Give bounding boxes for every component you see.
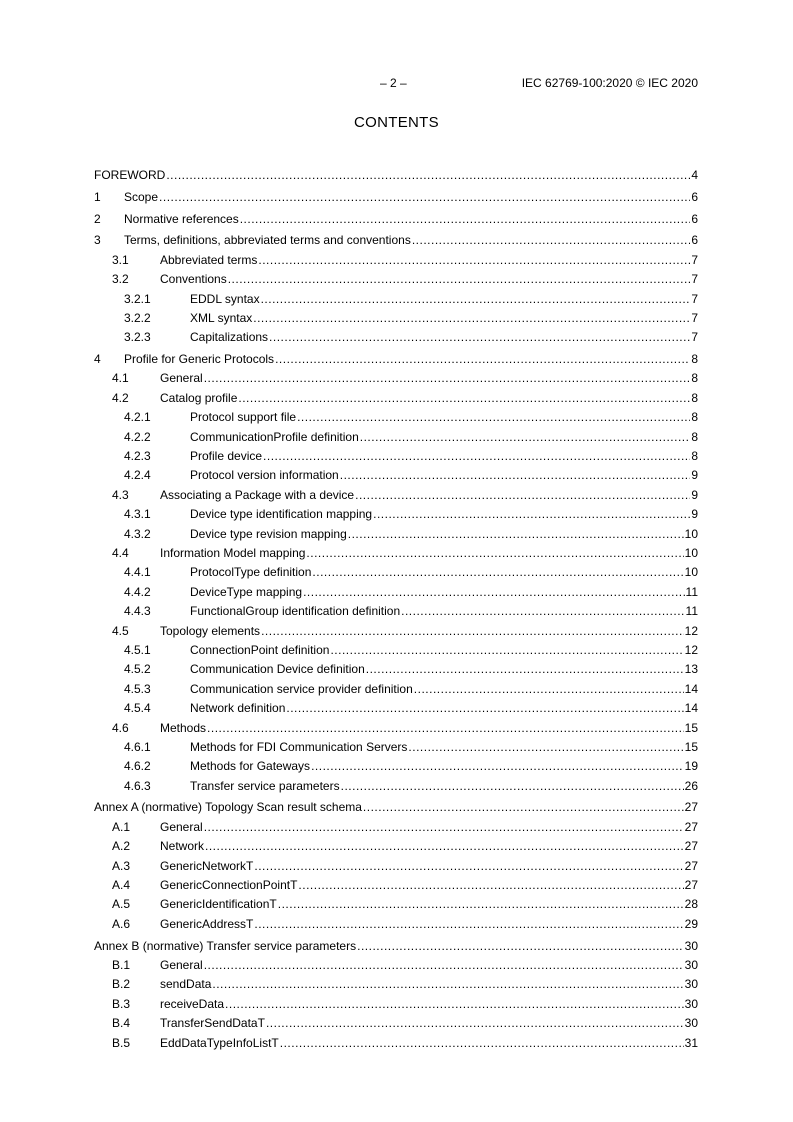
toc-entry[interactable]: [94, 447, 698, 466]
toc-entry-number: 4.5.2: [124, 662, 151, 677]
toc-leader-dots: [360, 428, 691, 447]
toc-entry[interactable]: [94, 798, 698, 817]
toc-entry[interactable]: [94, 350, 698, 369]
toc-entry-page: 10: [684, 545, 698, 560]
toc-entry-title: GenericNetworkT: [160, 857, 254, 876]
toc-entry[interactable]: [94, 777, 698, 796]
toc-leader-dots: [306, 544, 683, 563]
toc-entry[interactable]: [94, 408, 698, 427]
toc-entry-page: 8: [691, 449, 698, 464]
toc-entry[interactable]: [94, 602, 698, 621]
page-number: – 2 –: [380, 76, 407, 90]
toc-entry-title: FOREWORD: [94, 166, 166, 185]
toc-entry-number: B.5: [112, 1035, 131, 1050]
toc-entry[interactable]: [94, 166, 698, 185]
toc-entry[interactable]: [94, 757, 698, 776]
toc-entry[interactable]: [94, 680, 698, 699]
toc-entry-page: 11: [685, 584, 698, 599]
toc-entry-title: Profile device: [190, 447, 263, 466]
toc-entry[interactable]: [94, 738, 698, 757]
toc-entry-page: 7: [691, 291, 698, 306]
toc-entry-title: Communication Device definition: [190, 660, 366, 679]
toc-entry-page: 6: [691, 189, 698, 204]
document-id: IEC 62769-100:2020 © IEC 2020: [521, 76, 698, 90]
toc-entry[interactable]: [94, 309, 698, 328]
toc-entry-number: B.1: [112, 957, 131, 972]
toc-entry-page: 30: [684, 957, 698, 972]
toc-entry-number: 2: [94, 211, 101, 226]
table-of-contents: [94, 166, 698, 1053]
toc-leader-dots: [348, 525, 684, 544]
toc-entry-page: 30: [684, 996, 698, 1011]
toc-leader-dots: [275, 350, 690, 369]
toc-entry-page: 30: [684, 1016, 698, 1031]
toc-entry-page: 27: [684, 858, 698, 873]
toc-entry-number: A.4: [112, 878, 131, 893]
toc-entry-number: 4.4: [112, 545, 129, 560]
toc-entry-title: General: [160, 369, 204, 388]
toc-entry-number: A.2: [112, 839, 131, 854]
toc-entry[interactable]: [94, 210, 698, 229]
toc-entry[interactable]: [94, 544, 698, 563]
toc-leader-dots: [340, 466, 691, 485]
toc-entry-title: General: [160, 956, 204, 975]
toc-entry-page: 27: [684, 800, 698, 815]
toc-entry-title: General: [160, 818, 204, 837]
toc-entry-title: FunctionalGroup identification definition: [190, 602, 401, 621]
toc-entry-number: 4.4.3: [124, 604, 151, 619]
toc-entry-number: 4.2.2: [124, 429, 151, 444]
toc-entry[interactable]: [94, 583, 698, 602]
toc-entry-number: 4.5.1: [124, 642, 151, 657]
toc-entry-title: EDDL syntax: [190, 290, 261, 309]
toc-entry-title: Conventions: [160, 270, 228, 289]
toc-leader-dots: [280, 1034, 684, 1053]
toc-leader-dots: [269, 328, 690, 347]
toc-entry[interactable]: [94, 937, 698, 956]
toc-entry-number: B.3: [112, 996, 131, 1011]
toc-entry-page: 10: [684, 565, 698, 580]
toc-entry-number: 3.2.3: [124, 330, 151, 345]
toc-entry[interactable]: [94, 818, 698, 837]
toc-entry-page: 9: [691, 468, 698, 483]
toc-entry[interactable]: [94, 1034, 698, 1053]
toc-entry[interactable]: [94, 563, 698, 582]
toc-entry-title: Scope: [124, 188, 159, 207]
toc-entry-page: 28: [684, 897, 698, 912]
toc-entry-number: A.5: [112, 897, 131, 912]
toc-entry-page: 9: [691, 487, 698, 502]
toc-entry-page: 8: [691, 371, 698, 386]
toc-entry[interactable]: [94, 895, 698, 914]
toc-entry-number: A.3: [112, 858, 131, 873]
toc-entry-page: 27: [684, 839, 698, 854]
toc-leader-dots: [205, 837, 684, 856]
toc-entry-number: 4.6.3: [124, 778, 151, 793]
toc-entry[interactable]: [94, 428, 698, 447]
toc-leader-dots: [266, 1014, 684, 1033]
toc-leader-dots: [254, 915, 683, 934]
toc-entry-title: Protocol version information: [190, 466, 340, 485]
toc-entry-title: Normative references: [124, 210, 240, 229]
toc-entry[interactable]: [94, 876, 698, 895]
page-title: CONTENTS: [354, 114, 439, 131]
toc-leader-dots: [207, 719, 684, 738]
toc-entry-page: 4: [691, 168, 698, 182]
toc-entry-page: 12: [684, 642, 698, 657]
toc-leader-dots: [311, 757, 684, 776]
toc-entry-title: Abbreviated terms: [160, 251, 258, 270]
toc-entry-page: 19: [684, 759, 698, 774]
page-header: [0, 76, 793, 92]
toc-entry-page: 7: [691, 252, 698, 267]
toc-leader-dots: [166, 166, 690, 185]
toc-entry-title: Protocol support file: [190, 408, 297, 427]
toc-entry-page: 30: [684, 977, 698, 992]
toc-entry-number: A.1: [112, 819, 131, 834]
toc-entry-title: Associating a Package with a device: [160, 486, 355, 505]
toc-entry-page: 27: [684, 819, 698, 834]
toc-entry-title: Capitalizations: [190, 328, 269, 347]
toc-leader-dots: [401, 602, 684, 621]
toc-entry-title: Network definition: [190, 699, 286, 718]
toc-entry-number: 4.5.3: [124, 681, 151, 696]
toc-entry-number: 3.2.2: [124, 310, 151, 325]
toc-entry-page: 8: [691, 390, 698, 405]
toc-entry-title: DeviceType mapping: [190, 583, 303, 602]
toc-entry-title: Methods for Gateways: [190, 757, 311, 776]
toc-leader-dots: [373, 505, 690, 524]
toc-entry[interactable]: [94, 956, 698, 975]
toc-entry[interactable]: [94, 466, 698, 485]
toc-entry-title: Profile for Generic Protocols: [124, 350, 275, 369]
toc-entry-number: 3.2.1: [124, 291, 151, 306]
toc-leader-dots: [312, 563, 683, 582]
toc-entry[interactable]: [94, 328, 698, 347]
toc-entry-page: 15: [684, 720, 698, 735]
toc-entry-page: 27: [684, 878, 698, 893]
toc-leader-dots: [212, 975, 683, 994]
toc-leader-dots: [159, 188, 690, 207]
toc-leader-dots: [204, 818, 684, 837]
toc-entry-number: 3.2: [112, 272, 129, 287]
toc-entry-page: 6: [691, 211, 698, 226]
toc-entry-title: Annex B (normative) Transfer service parameters: [94, 937, 357, 956]
toc-leader-dots: [303, 583, 684, 602]
toc-entry-number: 4.6: [112, 720, 129, 735]
toc-entry[interactable]: [94, 622, 698, 641]
toc-entry-number: 4.2: [112, 390, 129, 405]
toc-entry-page: 29: [684, 916, 698, 931]
toc-leader-dots: [254, 857, 683, 876]
toc-leader-dots: [261, 290, 691, 309]
toc-leader-dots: [341, 777, 684, 796]
toc-entry-page: 30: [684, 938, 698, 953]
toc-entry-number: 4.3.1: [124, 507, 151, 522]
toc-leader-dots: [298, 876, 683, 895]
toc-entry[interactable]: [94, 995, 698, 1014]
toc-leader-dots: [225, 995, 684, 1014]
toc-entry-number: 4.2.3: [124, 449, 151, 464]
toc-entry[interactable]: [94, 837, 698, 856]
toc-entry-title: Catalog profile: [160, 389, 238, 408]
toc-entry-number: 4.1: [112, 371, 129, 386]
toc-entry-page: 8: [691, 410, 698, 425]
toc-entry-number: 4.6.2: [124, 759, 151, 774]
toc-entry[interactable]: [94, 369, 698, 388]
toc-entry-number: 1: [94, 189, 101, 204]
toc-entry-page: 8: [691, 352, 698, 367]
toc-entry-page: 9: [691, 507, 698, 522]
toc-entry-title: sendData: [160, 975, 212, 994]
toc-leader-dots: [357, 937, 684, 956]
toc-entry-number: 3: [94, 233, 101, 248]
toc-leader-dots: [204, 956, 684, 975]
toc-leader-dots: [240, 210, 691, 229]
toc-entry-title: EddDataTypeInfoListT: [160, 1034, 280, 1053]
toc-entry-title: Device type revision mapping: [190, 525, 348, 544]
toc-entry-title: receiveData: [160, 995, 225, 1014]
toc-entry-page: 7: [691, 330, 698, 345]
toc-leader-dots: [366, 660, 684, 679]
toc-leader-dots: [253, 309, 690, 328]
toc-entry-page: 15: [684, 739, 698, 754]
toc-entry-number: 4.3: [112, 487, 129, 502]
toc-entry-number: 4.5: [112, 623, 129, 638]
toc-entry[interactable]: [94, 660, 698, 679]
toc-entry-title: GenericAddressT: [160, 915, 254, 934]
toc-entry[interactable]: [94, 486, 698, 505]
toc-entry[interactable]: [94, 251, 698, 270]
toc-leader-dots: [297, 408, 690, 427]
toc-entry-page: 26: [684, 778, 698, 793]
toc-entry-title: Network: [160, 837, 205, 856]
toc-entry-title: Information Model mapping: [160, 544, 306, 563]
toc-entry-page: 7: [691, 272, 698, 287]
toc-entry-page: 14: [684, 681, 698, 696]
toc-entry-title: Methods for FDI Communication Servers: [190, 738, 408, 757]
toc-entry[interactable]: [94, 915, 698, 934]
toc-leader-dots: [412, 231, 690, 250]
toc-leader-dots: [261, 622, 684, 641]
toc-entry-title: ProtocolType definition: [190, 563, 312, 582]
toc-entry[interactable]: [94, 270, 698, 289]
toc-entry-title: Topology elements: [160, 622, 261, 641]
toc-entry[interactable]: [94, 231, 698, 250]
toc-entry-title: ConnectionPoint definition: [190, 641, 330, 660]
toc-entry-number: 4.6.1: [124, 739, 151, 754]
toc-entry-page: 6: [691, 233, 698, 248]
toc-leader-dots: [238, 389, 690, 408]
toc-entry[interactable]: [94, 525, 698, 544]
toc-entry-number: B.4: [112, 1016, 131, 1031]
toc-entry-number: 4.3.2: [124, 526, 151, 541]
toc-entry[interactable]: [94, 290, 698, 309]
toc-entry[interactable]: [94, 188, 698, 207]
toc-entry[interactable]: [94, 641, 698, 660]
toc-entry-number: 4.2.4: [124, 468, 151, 483]
toc-entry[interactable]: [94, 857, 698, 876]
toc-leader-dots: [414, 680, 684, 699]
toc-entry[interactable]: [94, 719, 698, 738]
toc-entry-number: A.6: [112, 916, 131, 931]
toc-entry-title: XML syntax: [190, 309, 253, 328]
toc-entry-number: 4.4.2: [124, 584, 151, 599]
toc-entry-page: 14: [684, 701, 698, 716]
toc-entry[interactable]: [94, 975, 698, 994]
toc-leader-dots: [408, 738, 683, 757]
toc-entry-number: 3.1: [112, 252, 129, 267]
toc-entry-page: 31: [684, 1035, 698, 1050]
toc-leader-dots: [355, 486, 690, 505]
toc-entry-title: TransferSendDataT: [160, 1014, 266, 1033]
toc-entry-number: 4: [94, 352, 101, 367]
toc-entry-page: 13: [684, 662, 698, 677]
toc-entry-page: 12: [684, 623, 698, 638]
toc-entry-number: 4.4.1: [124, 565, 151, 580]
toc-leader-dots: [363, 798, 684, 817]
toc-leader-dots: [330, 641, 683, 660]
toc-entry[interactable]: [94, 505, 698, 524]
toc-entry-title: Communication service provider definition: [190, 680, 414, 699]
toc-entry-title: GenericIdentificationT: [160, 895, 278, 914]
toc-entry[interactable]: [94, 389, 698, 408]
toc-entry-page: 10: [684, 526, 698, 541]
toc-entry[interactable]: [94, 1014, 698, 1033]
toc-entry[interactable]: [94, 699, 698, 718]
toc-entry-title: Device type identification mapping: [190, 505, 373, 524]
toc-entry-page: 8: [691, 429, 698, 444]
toc-entry-title: Terms, definitions, abbreviated terms and conventions: [124, 231, 412, 250]
toc-entry-number: 4.5.4: [124, 701, 151, 716]
toc-leader-dots: [286, 699, 683, 718]
toc-entry-title: Annex A (normative) Topology Scan result schema: [94, 798, 363, 817]
toc-entry-page: 7: [691, 310, 698, 325]
toc-leader-dots: [258, 251, 690, 270]
toc-entry-title: GenericConnectionPointT: [160, 876, 298, 895]
toc-entry-title: Transfer service parameters: [190, 777, 341, 796]
toc-leader-dots: [204, 369, 691, 388]
toc-entry-page: 11: [685, 604, 698, 619]
toc-leader-dots: [228, 270, 691, 289]
toc-entry-number: 4.2.1: [124, 410, 151, 425]
toc-entry-number: B.2: [112, 977, 131, 992]
toc-leader-dots: [278, 895, 684, 914]
toc-entry-title: Methods: [160, 719, 207, 738]
toc-entry-title: CommunicationProfile definition: [190, 428, 360, 447]
toc-leader-dots: [263, 447, 690, 466]
